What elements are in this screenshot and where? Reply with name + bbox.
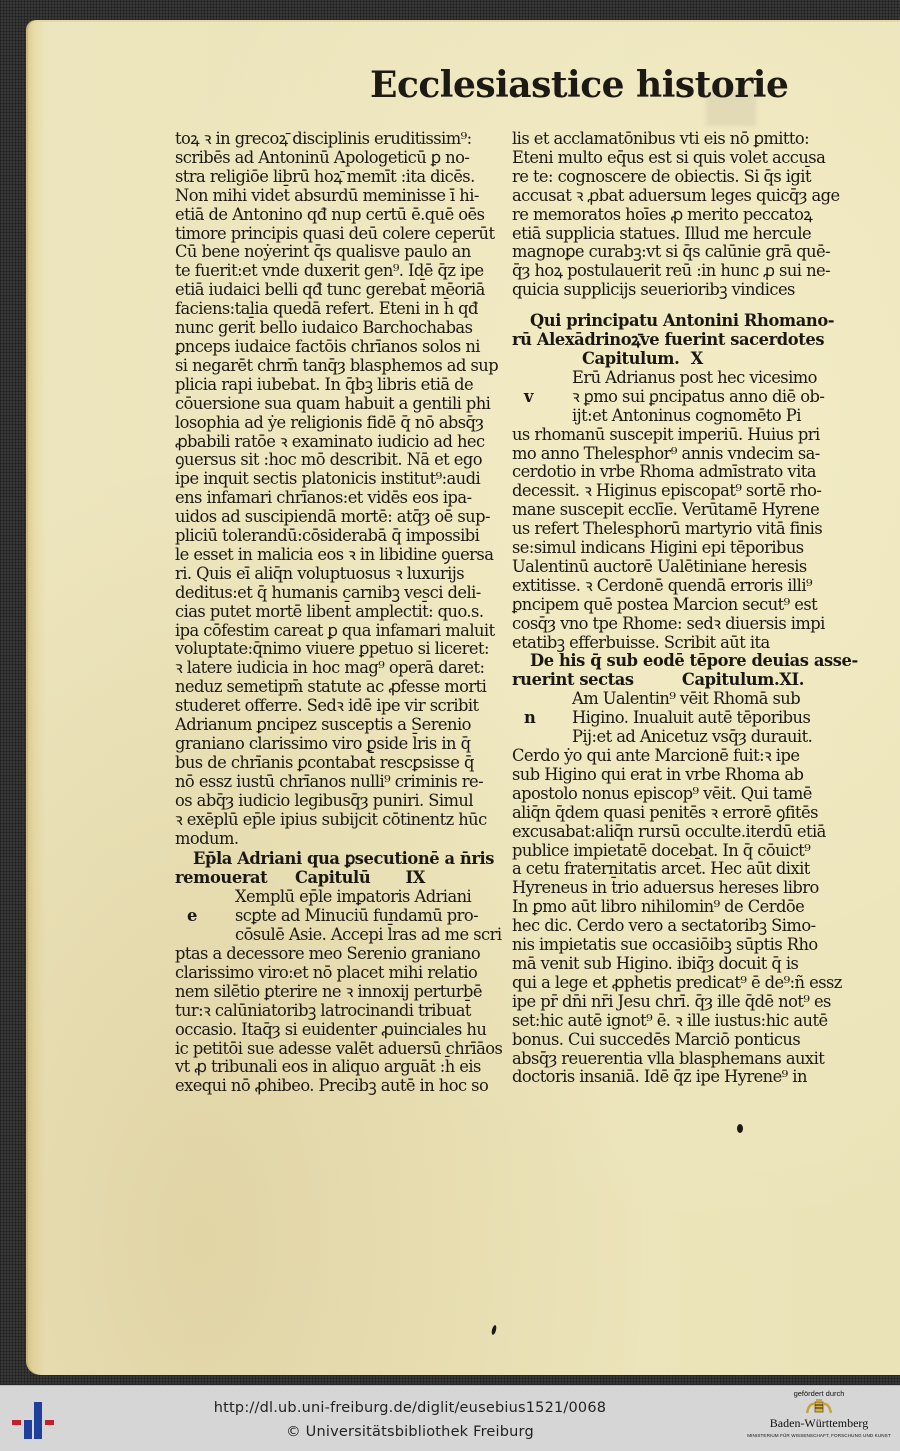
text-line <box>512 407 824 426</box>
text-line-content: mane suscepit ecclīe. Verūtamē Hyrene <box>512 500 820 520</box>
copyright-notice: © Universitätsbibliothek Freiburg <box>286 1424 534 1440</box>
chapter-9-heading-line-1: Ep̄la Adriani qua ꝑsecutionē a n̄ris <box>193 849 495 869</box>
text-line <box>175 489 485 508</box>
text-line <box>512 860 824 879</box>
text-line-content: faciens:talia quedā refert. Eteni in h̄ qđ <box>175 299 478 319</box>
text-line <box>175 544 494 565</box>
text-line <box>512 955 824 974</box>
state-name: Baden-Württemberg <box>769 1416 869 1430</box>
text-line-content: Am Ualentin⁹ vēit Rhomā sub <box>572 689 801 709</box>
text-line <box>175 735 485 754</box>
chapter-10-heading-line-2: rū Alexādrinoꝝ̄ve fuerint sacerdotes <box>512 330 825 350</box>
text-line <box>512 936 824 955</box>
text-line-content: se:simul indicans Higini epi tēporibus <box>512 538 804 558</box>
text-line-content: Ualentinū auctorē Ualētiniane heresis <box>512 556 807 576</box>
chapter-9-heading-line-2 <box>175 869 485 888</box>
text-line <box>175 1076 489 1096</box>
coat-of-arms-icon <box>804 1399 834 1415</box>
text-line <box>175 281 485 300</box>
text-line <box>512 615 824 634</box>
text-line-content: apostolo nonus episcop⁹ vēit. Qui tamē <box>512 783 812 803</box>
text-line <box>512 539 824 558</box>
chapter-11-heading-line-2: ruerint sectas Capitulum.XI. <box>512 670 804 690</box>
text-line-content: re memoratos hoīes ꝓ merito peccatoꝝ <box>512 204 813 224</box>
text-line <box>512 596 824 615</box>
text-line <box>175 451 485 470</box>
text-line-content: Cerdo ẏo qui ante Marcionē fuit:ꝛ ipe <box>512 746 800 765</box>
text-line-content: set:hic autē ignot⁹ ē. ꝛ ille iustus:hic autē <box>512 1010 828 1030</box>
text-line <box>512 766 824 785</box>
text-line <box>175 1058 485 1077</box>
text-line-content: clarissimo viro:et nō placet mihi relatio <box>175 962 478 982</box>
right-body-text <box>512 129 840 300</box>
text-line <box>175 223 495 244</box>
text-line <box>512 747 824 766</box>
text-line <box>512 225 824 244</box>
text-line <box>512 281 824 300</box>
text-line <box>512 242 831 262</box>
text-line-content: ꝯuersus sit :hoc mō describit. Nā et ego <box>175 450 482 470</box>
text-line-content: stra religiōe librū hoꝝ̄ memīt :ita dicēs. <box>175 166 475 186</box>
text-line-content: publice impietatē docebat. In q̄ cōuict⁹ <box>512 840 811 860</box>
text-line <box>175 716 485 735</box>
text-line-content: scribēs ad Antoninū Apologeticū ꝑ no- <box>175 147 470 167</box>
text-line <box>175 376 485 395</box>
chapter-10-heading-line-1: Qui principatu Antonini Rhomano- <box>530 311 835 331</box>
text-line-content: In ꝑmo aūt libro nihilomin⁹ de Cerdōe <box>512 897 805 917</box>
text-line <box>512 991 831 1012</box>
text-line <box>512 972 842 993</box>
text-line-content: ꝑnceps iudaice factōis chrīanos solos ni <box>175 336 480 356</box>
text-line <box>175 945 485 964</box>
text-line-content: ꝛ latere iudicia in hoc mag⁹ operā daret: <box>175 658 485 678</box>
baden-wuerttemberg-sponsor <box>738 1386 900 1451</box>
text-line <box>175 433 485 452</box>
text-line <box>175 187 485 206</box>
text-line-content: graniano clarissimo viro ꝑside l̄ris in q̄ <box>175 734 471 753</box>
text-line-content: q̄ȝ hoꝝ postulauerit reū :in hunc ꝓ sui ne- <box>512 261 831 281</box>
text-line <box>512 709 824 728</box>
text-line-content: bonus. Cui succedēs Marciō ponticus <box>512 1029 801 1049</box>
text-line <box>512 520 824 539</box>
text-line <box>175 620 495 641</box>
text-line <box>175 1021 485 1040</box>
text-line <box>512 1031 824 1050</box>
text-line <box>175 338 485 357</box>
running-head: Ecclesiastice historie <box>370 64 789 106</box>
text-line-content: extitisse. ꝛ Cerdonē quendā erroris illi⁹ <box>512 575 812 595</box>
text-line <box>512 879 824 898</box>
text-line <box>175 168 485 187</box>
text-line-content: vt ꝓ tribunali eos in aliquo arguāt :h̄ eis <box>175 1057 481 1077</box>
text-line <box>512 261 831 281</box>
text-line-content: Erū Adrianus post hec vicesimo <box>572 367 817 387</box>
text-line-content: ipe pr̄ dn̄i nr̄i Jesu chrī. q̄ȝ ille q̄dē not⁹ es <box>512 991 831 1011</box>
guide-letter: n <box>524 708 536 728</box>
text-line-content: cosq̄ȝ vno tpe Rhome: sedꝛ diuersis impi <box>512 613 825 633</box>
text-line-content: nunc gerit̄ bello iudaico Barchochabas <box>175 318 473 338</box>
text-line <box>512 898 824 917</box>
ministry-name: MINISTERIUM FÜR WISSENSCHAFT, FORSCHUNG UND KUNST <box>747 1433 891 1438</box>
text-line-content: aliq̄n q̄dem quasi penitēs ꝛ errorē ꝯfitēs <box>512 802 818 822</box>
text-line-content: cias putet mortē libent̄ amplectit̄: quo.s. <box>175 601 484 621</box>
text-line <box>175 206 485 225</box>
text-line-content: nem silētio ꝑterire ne ꝛ innoxij perturbē <box>175 981 482 1001</box>
text-line-content: mo anno Thelesphor⁹ annis vndecim sa- <box>512 443 820 463</box>
text-line-content: ꝓbabili ratōe ꝛ examinato iudicio ad hec <box>175 431 485 451</box>
text-line <box>175 149 485 168</box>
text-line-content: tur:ꝛ calūniatoribꝫ latrocinandi tribuat̄ <box>175 1000 471 1020</box>
text-line-content: ptas a decessore meo Serenio graniano <box>175 943 481 963</box>
text-line-content: Eteni multo eq̄us est si quis volet accusa <box>512 147 826 167</box>
chapter-10-number: X <box>690 348 703 368</box>
text-line <box>175 639 489 659</box>
text-line <box>175 983 485 1002</box>
text-line <box>512 728 824 747</box>
text-line <box>175 243 485 262</box>
text-line-content: deditus:et q̄ humanis carnibꝫ vesci deli- <box>175 582 481 602</box>
chapter-10-label: Capitulum. X <box>582 348 703 368</box>
chapter-11-number: XI. <box>779 670 804 690</box>
chapter-11-body-text <box>512 689 842 1087</box>
text-line <box>512 149 824 168</box>
text-line-content: Cū bene noẏerint q̄s qualisve paulo an <box>175 242 471 262</box>
right-column <box>512 129 858 1087</box>
text-line <box>175 603 485 622</box>
text-line <box>175 830 485 849</box>
text-line <box>512 1010 828 1031</box>
text-line-content: Pij:et ad Anicetuz vsq̄ȝ durauit. <box>572 727 813 747</box>
text-line <box>175 964 485 983</box>
text-line-content: plicia rapi iubebat. In q̄bꝫ libris etiā de <box>175 374 474 394</box>
text-line <box>512 426 824 445</box>
text-line-content: uidos ad suscipiendā mortē: atq̄ȝ oē sup- <box>175 507 490 527</box>
text-line <box>175 925 502 945</box>
text-line <box>512 463 824 482</box>
text-line-content: losophia ad ẏe religionis fidē q̄ nō absq̄ȝ <box>175 412 484 432</box>
text-line <box>175 678 485 697</box>
text-line <box>512 690 824 709</box>
text-line-content: ipa cōfestim careat ꝑ qua infamari maluit <box>175 620 495 640</box>
text-line-content: nō essz iustū chrīanos nulli⁹ criminis re- <box>175 771 484 791</box>
text-line <box>512 917 824 936</box>
text-line-content: voluptate:q̄nimo viuere ꝑpetuo si liceret: <box>175 639 489 659</box>
text-line-content: decessit. ꝛ Higinus episcopat⁹ sortē rho- <box>512 481 822 501</box>
text-line-content: hec dic. Cerdo vero a sectatoribꝫ Simo- <box>512 916 816 936</box>
text-line <box>512 1050 824 1069</box>
text-line-content: sub Higino qui erat in vrbe Rhoma ab <box>512 764 804 784</box>
text-line <box>175 414 485 433</box>
text-line <box>175 811 485 830</box>
text-line-content: Xemplū ep̄le imꝑatoris Adriani <box>235 887 472 907</box>
text-line <box>512 804 824 823</box>
text-line <box>175 1002 485 1021</box>
text-line-content: doctoris insaniā. Idē q̄z ipe Hyrene⁹ in <box>512 1067 807 1087</box>
text-line <box>175 697 485 716</box>
text-line <box>175 262 485 281</box>
text-line-content: lis et acclamatōnibus vti eis nō ꝑmitto: <box>512 129 810 148</box>
text-line <box>175 792 485 811</box>
text-line-content: toꝝ ꝛ in grecoꝝ̄ disciplinis eruditissim⁹: <box>175 129 472 148</box>
text-line-content: neduz semetipm̄ statute ac ꝓfesse morti <box>175 677 487 697</box>
text-line-content: cerdotio in vrbe Rhoma admīstrato vita <box>512 462 816 482</box>
chapter-11-heading-line-1: De his q̄ sub eodē tēpore deuias asse- <box>530 651 858 671</box>
text-line <box>512 634 824 653</box>
text-line <box>175 907 485 926</box>
text-line <box>512 445 824 464</box>
text-line <box>175 584 485 603</box>
text-line <box>175 888 485 907</box>
text-line <box>175 754 485 773</box>
text-line-content: ꝑncipem quē postea Marcion secut⁹ est <box>512 594 818 614</box>
text-line-content: Hyreneus in t̄rio aduersus hereses libro <box>512 878 819 898</box>
text-line-content: os abq̄ȝ iudicio legibusq̄ȝ puniri. Simul <box>175 790 473 810</box>
text-line-content: te fuerit:et vnde duxerit gen⁹. Idē q̄z ipe <box>175 261 484 281</box>
text-line-content: magnoꝑe curabꝫ:vt si q̄s calūnie grā quē- <box>512 242 831 262</box>
text-line <box>175 659 485 678</box>
text-line-content: Non mihi videt̄ absurdū meminisse ī hi- <box>175 185 479 205</box>
text-line-content: ijt:et Antoninus cognomēto Pi <box>572 405 801 425</box>
chapter-9-heading-text: remouerat <box>175 868 268 888</box>
text-line <box>512 785 824 804</box>
text-line <box>512 577 824 596</box>
chapter-9-number: IX <box>405 868 425 888</box>
text-line-content: absq̄ȝ reuerentia vlla blasphemans auxit <box>512 1048 825 1068</box>
permalink-url[interactable]: http://dl.ub.uni-freiburg.de/diglit/eusebius1521/0068 <box>213 1400 607 1416</box>
text-line <box>512 482 824 501</box>
text-line <box>175 773 485 792</box>
text-line <box>512 185 840 206</box>
text-line <box>175 300 485 319</box>
text-line-content: etatibꝫ efferbuisse. Scribit aūt ita <box>512 632 770 652</box>
text-line <box>175 527 485 546</box>
text-line-content: quicia supplicijs seuerioribꝫ vindices <box>512 280 795 300</box>
text-line-content: bus de chrīanis ꝑcontabat̄ rescꝑsisse q̄ <box>175 752 474 772</box>
text-line <box>175 393 491 414</box>
text-line-content: re te: cognoscere de obiectis. Si q̄s igit̄ <box>512 166 811 186</box>
text-line-content: etiā iudaici belli qđ tunc gerebat̄ mēoriā <box>175 280 485 300</box>
text-line-content: timore principis quasi deū colere ceperūt <box>175 223 495 243</box>
text-line-content: ꝛ ꝑmo sui ꝑncipatus anno diē ob- <box>572 386 825 406</box>
text-line-content: cōsulē Asie. Accepi l̄ras ad me scri <box>235 925 502 945</box>
footer-bar <box>0 1385 900 1451</box>
text-line-content: si negarēt chrm̄ tanq̄ȝ blasphemos ad sup <box>175 355 499 375</box>
text-line-content: ipe inquit sectis platonicis institut⁹:audi <box>175 469 481 489</box>
text-line-content: ri. Quis eī aliq̄n voluptuosus ꝛ luxurijs <box>175 563 465 583</box>
text-line-content: studeret offerre. Sedꝛ idē ipe vir scribit <box>175 696 479 716</box>
text-line-content: excusabat:aliq̄n rursū occulte.iterdū etiā <box>512 821 826 841</box>
text-line <box>512 1068 824 1087</box>
text-line-content: cōuersione sua quam habuit a gentili phi <box>175 393 491 413</box>
text-line <box>175 565 485 584</box>
left-body-text <box>175 129 499 848</box>
text-line-content: etiā supplicia statues. Illud me hercule <box>512 223 812 243</box>
guide-letter: v <box>524 386 533 406</box>
text-line-content: ꝛ exēplū ep̄le ipius subijcit cōtinentz hūc <box>175 809 487 829</box>
text-line <box>512 388 824 407</box>
text-line-content: etiā de Antonino qđ nup certū ē.quē oēs <box>175 204 485 224</box>
text-line-content: Adrianum ꝑncipez susceptis a Serenio <box>175 715 471 735</box>
chapter-11-label: Capitulum.XI. <box>681 670 804 690</box>
guide-letter: e <box>187 906 197 926</box>
text-line-content: occasio. Itaq̄ȝ si euidenter ꝓuinciales hu <box>175 1019 487 1039</box>
text-line <box>175 507 490 527</box>
text-line-content: mā venit sub Higino. ibiq̄ȝ docuit q̄ is <box>512 953 799 973</box>
text-line-content: modum. <box>175 828 239 848</box>
ink-spot <box>737 1124 743 1133</box>
text-line <box>512 842 824 861</box>
text-line <box>175 355 499 376</box>
text-line-content: pliciū tolerandū:cōsiderabā q̄ impossibi <box>175 526 480 546</box>
text-line <box>512 823 824 842</box>
chapter-10-body-text <box>512 369 824 653</box>
text-line <box>512 130 824 149</box>
text-line <box>512 369 824 388</box>
text-line-content: accusat ꝛ ꝓbat aduersum leges quicq̄ȝ age <box>512 185 840 205</box>
left-column <box>175 129 503 1096</box>
text-line-content: ens infamari chrīanos:et vidēs eos ipa- <box>175 488 472 508</box>
text-line-content: a cetu fraternitatis arcet̄. Hec aūt dixit <box>512 859 810 879</box>
text-line <box>175 130 485 149</box>
text-line-content: scꝑte ad Minuciū fundamū pro- <box>235 906 479 926</box>
text-line <box>512 168 824 187</box>
text-line-content: us refert Thelesphorū martyrio vitā finis <box>512 519 823 539</box>
text-line-content: nis impietatis sue occasiōibꝫ sūptis Rho <box>512 935 818 955</box>
text-line <box>512 558 824 577</box>
text-line <box>175 470 485 489</box>
funded-by-label: gefördert durch <box>793 1389 845 1398</box>
chapter-9-label: Capitulū IX <box>295 868 425 888</box>
text-line-content: exequi nō ꝓhibeo. Precibꝫ autē in hoc so <box>175 1076 489 1096</box>
text-line-content: us rhomanū suscepit imperiū. Huius pri <box>512 424 820 444</box>
chapter-9-body-text <box>175 887 503 1096</box>
text-line-content: ic petitōi sue adesse valēt aduersū chrīāos <box>175 1038 503 1058</box>
text-line-content: qui a lege et ꝓphetis predicat⁹ ē de⁹:ñ essz <box>512 972 842 992</box>
text-line <box>175 319 485 338</box>
text-line <box>512 206 824 225</box>
text-line <box>175 1038 503 1059</box>
text-line-content: Higino. Inualuit autē tēporibus <box>572 708 811 728</box>
text-line <box>512 501 824 520</box>
text-line-content: le esset in malicia eos ꝛ in libidine ꝯuersa <box>175 544 494 564</box>
